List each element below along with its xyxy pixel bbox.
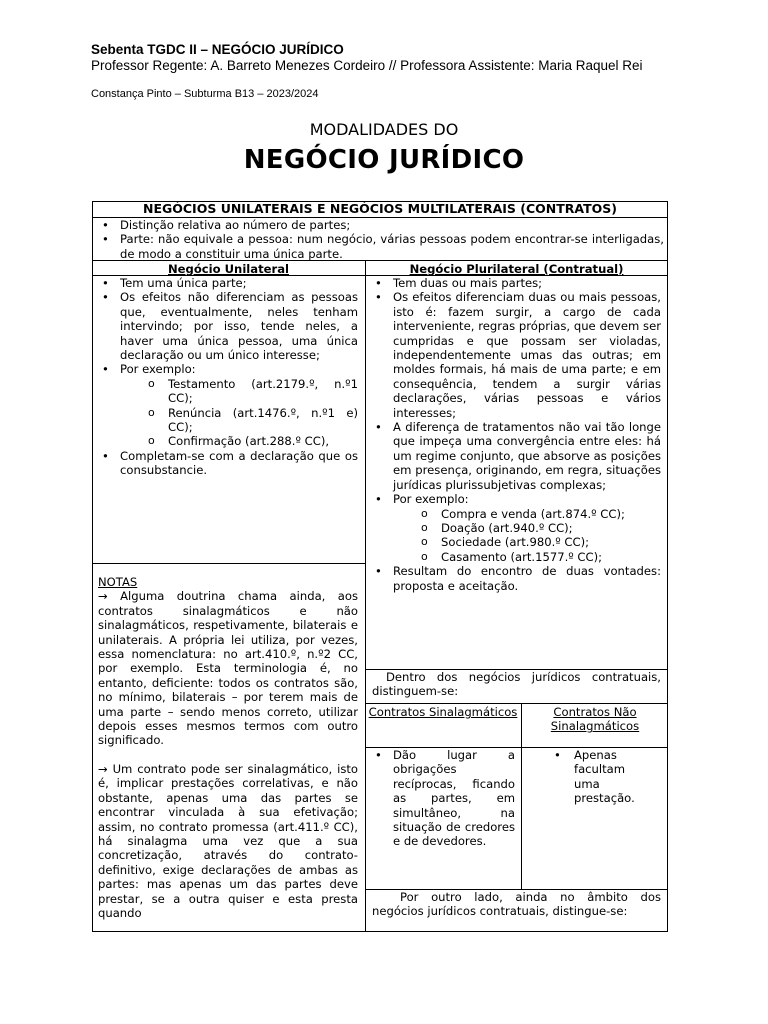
plurilateral-heading: Negócio Plurilateral (Contratual) <box>409 262 624 276</box>
non-sinalagmatic-heading: Contratos Não Sinalagmáticos <box>550 705 640 734</box>
divider <box>365 703 668 704</box>
list-item: • Completam-se com a declaração que os consubstancie. <box>92 449 358 478</box>
teachers-line: Professor Regente: A. Barreto Menezes Cordeiro // Professora Assistente: Maria Raquel Rei <box>91 58 643 73</box>
example-item: o Doação (art.940.º CC); <box>417 521 661 535</box>
list-item: • Resultam do encontro de duas vontades: proposta e aceitação. <box>365 564 661 593</box>
page-title-line1: MODALIDADES DO <box>309 120 459 139</box>
list-item: • Os efeitos não diferenciam as pessoas que, eventualmente, neles tenham intervindo; por isso, tende neles, a haver uma única pessoa, uma única declaração ou um único interesse; <box>92 290 358 362</box>
non-sinalagmatic-cell <box>522 748 642 806</box>
unilateral-cell <box>92 276 358 478</box>
notes-cell <box>98 575 358 920</box>
intro-cell <box>92 218 664 261</box>
notes-heading: NOTAS <box>98 575 138 589</box>
list-item: • Tem duas ou mais partes; <box>365 276 661 290</box>
list-item: • Dão lugar a obrigações recíprocas, ficando as partes, em simultâneo, na situação de credores e de devedores. <box>365 748 515 849</box>
divider <box>92 563 365 564</box>
closing-text: Por outro lado, ainda no âmbito dos negócios jurídicos contratuais, distingue-se: <box>372 890 661 919</box>
contracts-intro: Dentro dos negócios jurídicos contratuais, distinguem-se: <box>372 670 661 699</box>
examples-label: Por exemplo: <box>120 362 196 377</box>
sinalagmatic-cell <box>365 748 515 849</box>
list-item <box>92 362 358 448</box>
sinalagmatic-heading: Contratos Sinalagmáticos <box>368 705 518 719</box>
example-item: o Confirmação (art.288.º CC), <box>144 434 358 448</box>
page-title-line2: NEGÓCIO JURÍDICO <box>243 145 525 175</box>
note-paragraph: → Alguma doutrina chama ainda, aos contratos sinalagmáticos e não sinalagmáticos, respetivamente, bilaterais e unilaterais. A própria lei utiliza, por vezes, essa nomenclatura: no art.410.º, n.º2 CC, por exemplo. Esta terminologia é, no entanto, deficiente: todos os contratos são, no mínimo, bilaterais – por terem mais de uma parte – sendo menos correto, utilizar depois esses mesmos termos com outro significado. <box>98 589 358 748</box>
list-item <box>365 492 661 564</box>
note-paragraph: → Um contrato pode ser sinalagmático, isto é, implicar prestações correlativas, e não obstante, apenas uma das partes se encontrar vinculada à sua efetivação; assim, no contrato promessa (art.411.º CC), há sinalagma uma vez que a sua concretização, através do contrato-definitivo, exige declarações de ambas as partes: mas apenas um das partes deve prestar, se a outra quiser e esta presta quando <box>98 761 358 920</box>
list-item: • Parte: não equivale a pessoa: num negócio, várias pessoas podem encontrar-se interligadas, de modo a constituir uma única parte. <box>92 232 664 261</box>
list-item: • Tem uma única parte; <box>92 276 358 290</box>
list-item: • Apenas facultam uma prestação. <box>522 748 642 806</box>
plurilateral-cell <box>365 276 661 593</box>
list-item: • Distinção relativa ao número de partes; <box>92 218 664 232</box>
list-item: • Os efeitos diferenciam duas ou mais pessoas, isto é: fazem surgir, a cargo de cada interveniente, regras próprias, que devem ser cumpridas e que possam ser violadas, independentemente umas das outras; em moldes formais, há mais de uma parte; e em consequência, tendem a surgir várias declarações, várias pessoas e vários interesses; <box>365 290 661 420</box>
example-item: o Renúncia (art.1476.º, n.º1 e) CC); <box>144 406 358 435</box>
example-item: o Testamento (art.2179.º, n.º1 CC); <box>144 377 358 406</box>
unilateral-heading: Negócio Unilateral <box>167 262 290 276</box>
author-line: Constança Pinto – Subturma B13 – 2023/2024 <box>91 88 319 100</box>
table-heading: NEGÓCIOS UNILATERAIS E NEGÓCIOS MULTILATERAIS (CONTRATOS) <box>143 201 617 216</box>
example-item: o Sociedade (art.980.º CC); <box>417 535 661 549</box>
example-item: o Casamento (art.1577.º CC); <box>417 550 661 564</box>
course-title: Sebenta TGDC II – NEGÓCIO JURÍDICO <box>91 42 344 57</box>
list-item: • A diferença de tratamentos não vai tão longe que impeça uma convergência entre eles: há um regime conjunto, que absorve as posições em presença, originando, em regra, situações jurídicas plurissubjetivas complexas; <box>365 420 661 492</box>
examples-label: Por exemplo: <box>393 492 469 507</box>
example-item: o Compra e venda (art.874.º CC); <box>417 507 661 521</box>
